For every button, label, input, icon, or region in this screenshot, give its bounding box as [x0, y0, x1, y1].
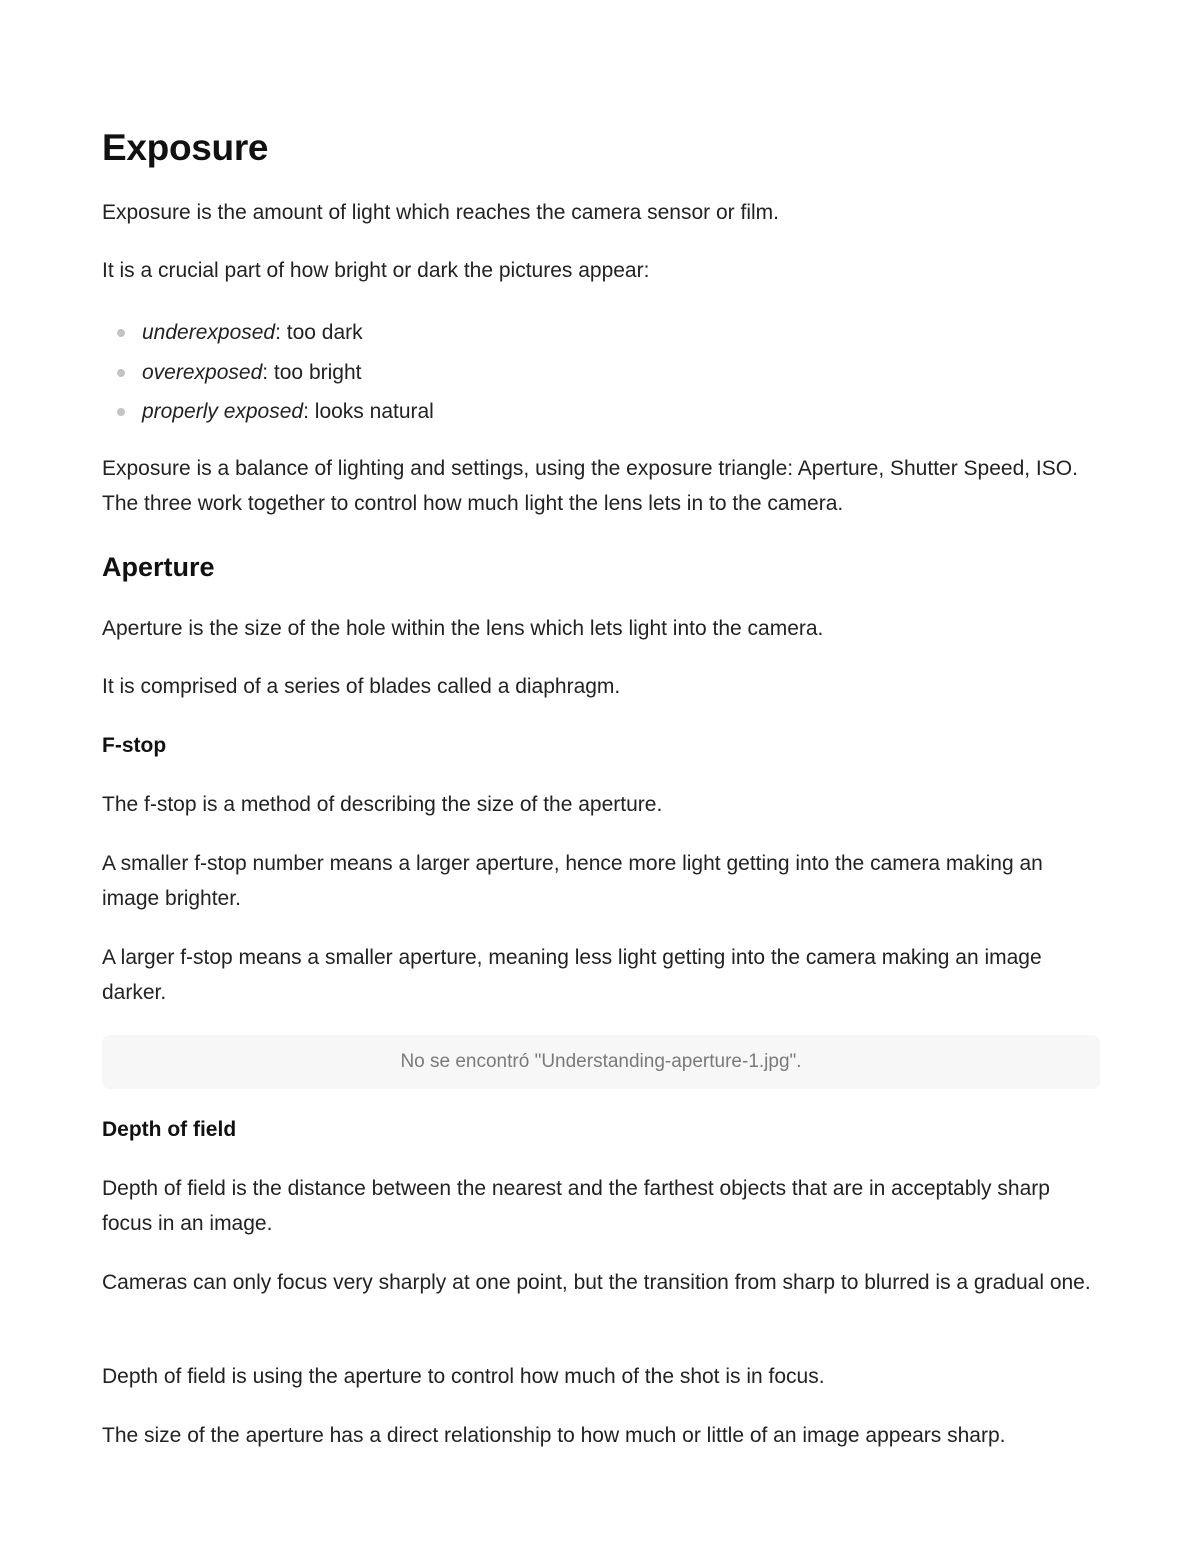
list-item-term: overexposed — [142, 360, 263, 384]
balance-paragraph: Exposure is a balance of lighting and settings, using the exposure triangle: Aperture, Shutter Speed, ISO. The three work together to control how much light the lens lets in to the camera. — [102, 457, 1078, 515]
list-item-desc: : too dark — [275, 321, 363, 344]
fstop-paragraph-1: The f-stop is a method of describing the size of the aperture. — [102, 793, 663, 816]
dof-paragraph-4: The size of the aperture has a direct relationship to how much or little of an image appears sharp. — [102, 1424, 1006, 1447]
list-item-term: underexposed — [142, 321, 276, 344]
bullet-icon — [117, 329, 125, 337]
depth-of-field-heading: Depth of field — [102, 1118, 237, 1141]
missing-image-placeholder: No se encontró "Understanding-aperture-1.jpg". — [102, 1035, 1100, 1089]
list-item — [102, 313, 1102, 353]
page-title: Exposure — [102, 127, 269, 168]
aperture-paragraph-2: It is comprised of a series of blades called a diaphragm. — [102, 675, 621, 698]
list-item-term: properly exposed — [142, 400, 304, 423]
list-item — [102, 392, 1102, 432]
list-item — [102, 353, 1102, 393]
bullet-icon — [117, 369, 125, 377]
exposure-list — [102, 313, 1102, 432]
aperture-heading: Aperture — [102, 552, 215, 582]
intro-paragraph-2: It is a crucial part of how bright or dark the pictures appear: — [102, 259, 650, 282]
fstop-paragraph-3: A larger f-stop means a smaller aperture, meaning less light getting into the camera making an image darker. — [102, 946, 1042, 1004]
dof-paragraph-3: Depth of field is using the aperture to control how much of the shot is in focus. — [102, 1365, 825, 1388]
bullet-icon — [117, 408, 125, 416]
dof-paragraph-2: Cameras can only focus very sharply at one point, but the transition from sharp to blurred is a gradual one. — [102, 1271, 1091, 1294]
dof-paragraph-1: Depth of field is the distance between the nearest and the farthest objects that are in acceptably sharp focus in an image. — [102, 1177, 1050, 1235]
intro-paragraph-1: Exposure is the amount of light which reaches the camera sensor or film. — [102, 201, 779, 224]
fstop-heading: F-stop — [102, 734, 167, 757]
fstop-paragraph-2: A smaller f-stop number means a larger aperture, hence more light getting into the camera making an image brighter. — [102, 852, 1043, 910]
list-item-desc: : looks natural — [303, 400, 434, 423]
aperture-paragraph-1: Aperture is the size of the hole within the lens which lets light into the camera. — [102, 617, 824, 640]
list-item-desc: : too bright — [262, 360, 362, 384]
